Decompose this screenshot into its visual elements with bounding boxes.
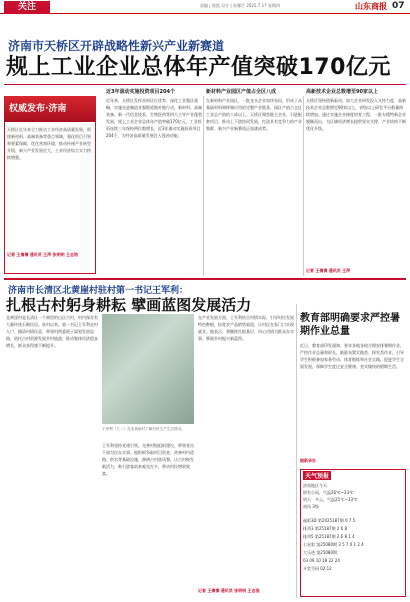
lead-byline: 记者 王倩倩 通讯员 王萍 xyxy=(306,268,351,273)
second-kicker: 济南市长清区北黄崖村驻村第一书记王军利： xyxy=(8,286,189,296)
page-number: 07 xyxy=(392,1,405,11)
lead-column-2: 在新材料产业园区，一批龙头企业加快布局，形成了从基础材料到终端应用的完整产业链条，园区产值占全区工业总产值的八成以上。天桥区聚焦链主企业，引进配套项目，推动上下游协同发展，打造具有竞争力的产业集群，新兴产业新赛道正加速成势。 xyxy=(206,98,302,131)
issue-meta: 责编 | 崔凯 设计 | 苏娜芒 2025.7.17 星期四 xyxy=(200,3,280,8)
column-divider xyxy=(303,96,304,276)
column-tag: 关注 xyxy=(4,1,50,14)
lead-subhead-1: 近3年滚动实施投资项目204个 xyxy=(106,89,175,95)
weather-title: 天气预报 xyxy=(305,473,330,480)
second-headline: 扎根古村躬身耕耘 擘画蓝图发展活力 xyxy=(6,296,252,314)
lead-column-3: 天桥区坚持创新驱动，加大企业研发投入支持力度，高新技术企业总数增至90家以上，省级以上研发平台数量持续增加。通过实施企业梯度培育工程，一批专精特新企业脱颖而出，为区域经济增长提供坚实支撑，产业结构不断优化升级。 xyxy=(306,98,406,131)
weather-line: 南风 3级 xyxy=(303,504,319,509)
column-divider xyxy=(296,304,297,598)
photo-caption: 王军利（左二）在北黄崖村了解村民生产生活情况。 xyxy=(102,427,185,431)
lead-kicker: 济南市天桥区开辟战略性新兴产业新赛道 xyxy=(8,39,225,53)
weather-line: 明天：多云，气温25℃~33℃ xyxy=(303,497,358,502)
village-photo xyxy=(102,314,194,424)
lottery-line: 03 09 10 18 22 24 xyxy=(303,558,340,563)
section-rule xyxy=(4,278,406,280)
lottery-line: 排列3 第25187期 2 6 8 xyxy=(303,526,347,531)
newspaper-brand: 山东商报 xyxy=(355,1,387,11)
lead-subhead-3: 高新技术企业总数增至90家以上 xyxy=(306,89,378,95)
sidebar-text: 天桥区近年来全力推动工业经济高质量发展，围绕新材料、高端装备等重点领域，强化项目引领和要素保障，优化营商环境，推动传统产业转型升级、新兴产业发展壮大，工业经济综合实力持续增强。 xyxy=(7,127,91,160)
weather-line: 济南地区今天： xyxy=(303,483,331,488)
headline-rule xyxy=(4,84,406,85)
lottery-line: 福彩3D 第2025187期 0 7 5 xyxy=(303,518,356,523)
second-byline: 记者 王倩倩 通讯员 张明明 王志浩 xyxy=(198,588,260,593)
side-byline: 据新华社 xyxy=(300,458,316,463)
lottery-line: 开奖号码 02 12 xyxy=(303,566,332,571)
second-column-3: 在产业发展方面，王军利结合村情实际，引导村民发展特色种植，拓宽农产品销售渠道，让村民在家门口实现就业。他表示，将继续扎根基层，用心用情为群众办实事，擘画乡村振兴新蓝图。 xyxy=(198,315,294,341)
column-divider xyxy=(203,96,204,276)
lead-subhead-2: 新材料产业园区产值占全区八成 xyxy=(206,89,277,95)
lottery-line: 七星彩 第25080期 3 5 7 0 1 2 4 xyxy=(303,542,364,547)
sidebar-label: 权威发布·济南 xyxy=(9,104,67,114)
second-column-1: 北黄崖村是长清区一个典型的山区古村，村内保存有大量传统石砌民居。驻村以来，第一书记王军利走村入户，摸清村情民意，带领村两委班子谋划发展思路，依托古村资源发展乡村旅游，推动集体经济稳步增长，群众获得感不断提升。 xyxy=(6,315,98,348)
lottery-line: 大乐透 第25080期： xyxy=(303,550,341,555)
second-column-2: 王军利坚持党建引领，完善村级组织建设，带领党员干部为民办实事。他积极争取项目资金，改善村内道路、供水等基础设施，修缮古村落风貌，让古村焕发新活力，吸引游客前来观光打卡，带动村民增收致富。 xyxy=(102,443,194,476)
side-text: 近日，教育部印发通知，要求各地各校合理安排暑期作业，严控作业总量和时长，鼓励布置实践类、探究类作业，引导学生积极参加家务劳动、体育锻炼和社会实践，促进学生全面发展，保障学生度过安全健康、充实愉快的假期生活。 xyxy=(300,343,404,369)
lead-headline: 规上工业企业总体年产值突破170亿元 xyxy=(6,55,391,80)
lottery-line: 排列5 第25187期 2 6 8 1 4 xyxy=(303,534,355,539)
lead-column-1: 近年来，天桥区发挥首府区位优势，深化工业强区战略，实施先进制造业强链延链补链行动，新材料、高端装备、新一代信息技术、生物医药等四大主导产业蓬勃发展，规上工业企业总体年产值突破170亿元，工业投资连续三年保持两位数增长，近3年滚动实施投资项目204个，为经济高质量发展注入强劲动能。 xyxy=(106,98,202,138)
side-title: 教育部明确要求严控暑期作业总量 xyxy=(300,313,400,337)
sidebar-byline: 记者 王倩倩 通讯员 王萍 张明明 王志浩 xyxy=(7,252,78,257)
weather-line: 阴有小雨，气温26℃~33℃ xyxy=(303,490,354,495)
